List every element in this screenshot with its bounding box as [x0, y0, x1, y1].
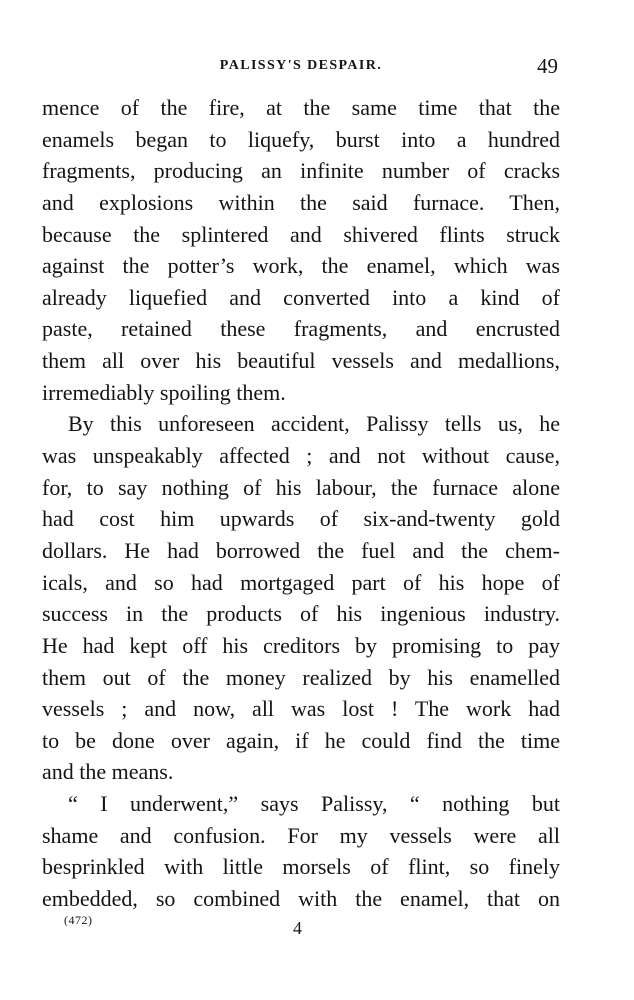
text-line: icals, and so had mortgaged part of his hope of: [42, 569, 560, 595]
text-line: against the potter’s work, the enamel, which was: [42, 253, 560, 279]
text-line: enamels began to liquefy, burst into a hundred: [42, 126, 560, 152]
running-head: [42, 54, 560, 78]
text-line: irremediably spoiling them.: [42, 379, 286, 405]
printer-signature-mark: (472): [64, 913, 93, 927]
body-text: [42, 92, 560, 915]
text-line: mence of the fire, at the same time that the: [42, 95, 560, 120]
text-line: besprinkled with little morsels of flint, so finely: [42, 854, 560, 880]
text-line: for, to say nothing of his labour, the furnace alone: [42, 474, 560, 500]
running-title: PALISSY'S DESPAIR.: [219, 58, 383, 73]
text-line: was unspeakably affected ; and not without cause,: [42, 443, 560, 469]
text-line: shame and confusion. For my vessels were all: [42, 822, 560, 848]
text-line: because the splintered and shivered flints struck: [42, 221, 560, 247]
text-line: “ I underwent,” says Palissy, “ nothing but: [68, 791, 560, 817]
text-line: already liquefied and converted into a kind of: [42, 284, 560, 310]
text-line: embedded, so combined with the enamel, that on: [42, 886, 560, 912]
text-line: to be done over again, if he could find the time: [42, 727, 560, 753]
text-line: and the means.: [42, 759, 174, 785]
text-line: had cost him upwards of six-and-twenty gold: [42, 506, 560, 532]
text-line: and explosions within the said furnace. Then,: [42, 189, 560, 215]
sheet-number: 4: [293, 918, 302, 938]
text-line: paste, retained these fragments, and encrusted: [42, 316, 560, 342]
page-number: 49: [537, 54, 558, 78]
text-line: He had kept off his creditors by promising to pay: [42, 632, 560, 658]
text-line: them out of the money realized by his enamelled: [42, 664, 560, 690]
text-line: vessels ; and now, all was lost ! The work had: [42, 696, 560, 722]
text-line: them all over his beautiful vessels and medallions,: [42, 348, 560, 374]
text-line: By this unforeseen accident, Palissy tells us, he: [68, 411, 560, 437]
text-line: fragments, producing an infinite number of cracks: [42, 158, 560, 184]
text-line: dollars. He had borrowed the fuel and the chem-: [42, 537, 560, 563]
text-line: success in the products of his ingenious industry.: [42, 601, 560, 627]
